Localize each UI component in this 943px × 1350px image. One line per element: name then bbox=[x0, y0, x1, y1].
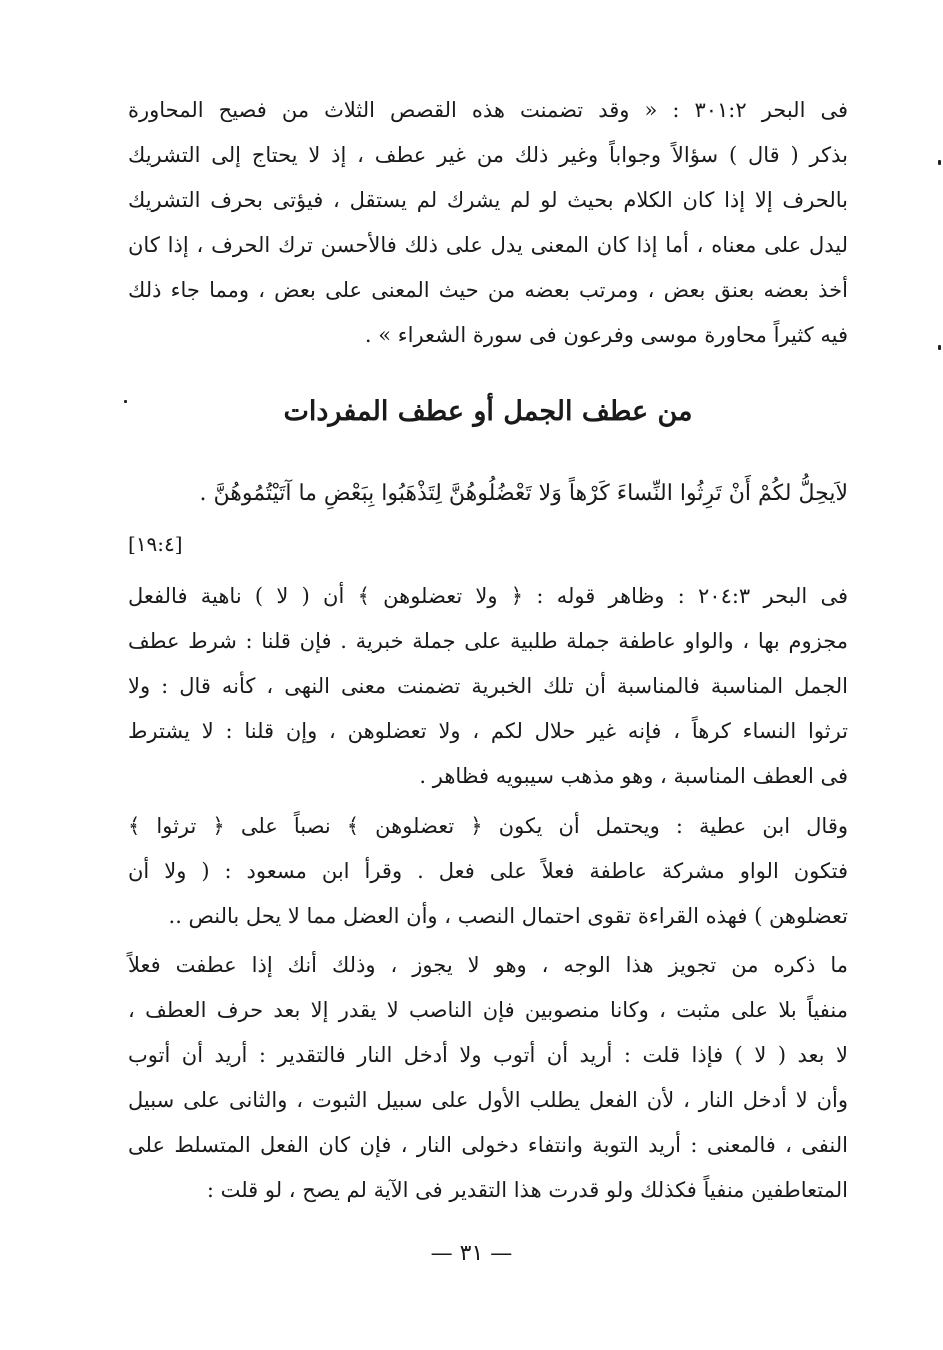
paragraph-4-line: ما ذكره من تجويز هذا الوجه ، وهو لا يجوز ، وذلك أنك إذا عطفت فعلاً bbox=[128, 953, 848, 977]
paragraph-2-line: فى العطف المناسبة ، وهو مذهب سيبويه فظاهر . bbox=[419, 764, 848, 788]
paragraph-1-line: فيه كثيراً محاورة موسى وفرعون فى سورة الشعراء » . bbox=[364, 323, 848, 347]
scan-speck bbox=[938, 345, 941, 350]
paragraph-2-line: مجزوم بها ، والواو عاطفة جملة طلبية على جملة خبرية . فإن قلنا : شرط عطف bbox=[128, 629, 848, 653]
paragraph-1-line: بذكر ( قال ) سؤالاً وجواباً وغير ذلك من غير عطف ، إذ لا يحتاج إلى التشريك bbox=[128, 143, 848, 167]
paragraph-3-line: وقال ابن عطية : ويحتمل أن يكون ﴿ تعضلوهن ﴾ نصباً على ﴿ ترثوا ﴾ bbox=[128, 814, 848, 838]
paragraph-3-line: تعضلوهن ) فهذه القراءة تقوى احتمال النصب ، وأن العضل مما لا يحل بالنص .. bbox=[168, 904, 848, 928]
paragraph-4-line: وأن لا أدخل النار ، لأن الفعل يطلب الأول على سبيل الثبوت ، والثانى على سبيل bbox=[128, 1088, 848, 1112]
paragraph-3-line: فتكون الواو مشركة عاطفة فعلاً على فعل . وقرأ ابن مسعود : ( ولا أن bbox=[128, 859, 848, 883]
paragraph-2-line: فى البحر ٢٠٤:٣ : وظاهر قوله : ﴿ ولا تعضلوهن ﴾ أن ( لا ) ناهية فالفعل bbox=[128, 584, 848, 608]
paragraph-2-line: الجمل المناسبة فالمناسبة أن تلك الخبرية تضمنت معنى النهى ، كأنه قال : ولا bbox=[128, 674, 848, 698]
scan-speck bbox=[938, 160, 941, 165]
scan-speck bbox=[124, 400, 127, 403]
paragraph-4-line: منفياً بلا على مثبت ، وكانا منصوبين فإن الناصب لا يقدر إلا بعد حرف العطف ، bbox=[128, 998, 848, 1022]
paragraph-1-line: فى البحر ٣٠١:٢ : « وقد تضمنت هذه القصص الثلاث من فصيح المحاورة bbox=[128, 98, 848, 122]
paragraph-4-line: المتعاطفين منفياً فكذلك ولو قدرت هذا التقدير فى الآية لم يصح ، لو قلت : bbox=[206, 1178, 848, 1202]
page-number: — ٣١ — bbox=[430, 1241, 513, 1266]
paragraph-3 bbox=[128, 804, 848, 939]
paragraph-4-line: لا بعد ( لا ) فإذا قلت : أريد أن أتوب ولا أدخل النار فالتقدير : أريد أن أتوب bbox=[128, 1043, 848, 1067]
paragraph-4-line: النفى ، فالمعنى : أريد التوبة وانتفاء دخولى النار ، فإن كان الفعل المتسلط على bbox=[128, 1133, 848, 1157]
paragraph-2 bbox=[128, 574, 848, 799]
paragraph-4 bbox=[128, 943, 848, 1213]
paragraph-2-line: ترثوا النساء كرهاً ، فإنه غير حلال لكم ، ولا تعضلوهن ، وإن قلنا : لا يشترط bbox=[128, 719, 848, 743]
paragraph-1-line: ليدل على معناه ، أما إذا كان المعنى يدل على ذلك فالأحسن ترك الحرف ، إذا كان bbox=[128, 233, 848, 257]
section-heading: من عطف الجمل أو عطف المفردات bbox=[283, 396, 693, 427]
paragraph-1-line: بالحرف إلا إذا كان الكلام بحيث لو لم يشرك لم يستقل ، فيؤتى بحرف التشريك bbox=[128, 188, 848, 212]
verse-reference: [١٩:٤] bbox=[128, 532, 183, 556]
quran-verse: لاَيحِلُّ لكُمْ أَنْ تَرِثُوا النِّساءَ كَرْهاً وَلا تَعْضُلُوهُنَّ لِتَذْهَبُوا بِبَعْضِ ما آتَيْتُمُوهُنَّ . bbox=[199, 481, 848, 506]
paragraph-1-line: أخذ بعضه بعنق بعض ، ومرتب بعضه من حيث المعنى على بعض ، ومما جاء ذلك bbox=[128, 278, 848, 302]
paragraph-1 bbox=[128, 88, 848, 358]
